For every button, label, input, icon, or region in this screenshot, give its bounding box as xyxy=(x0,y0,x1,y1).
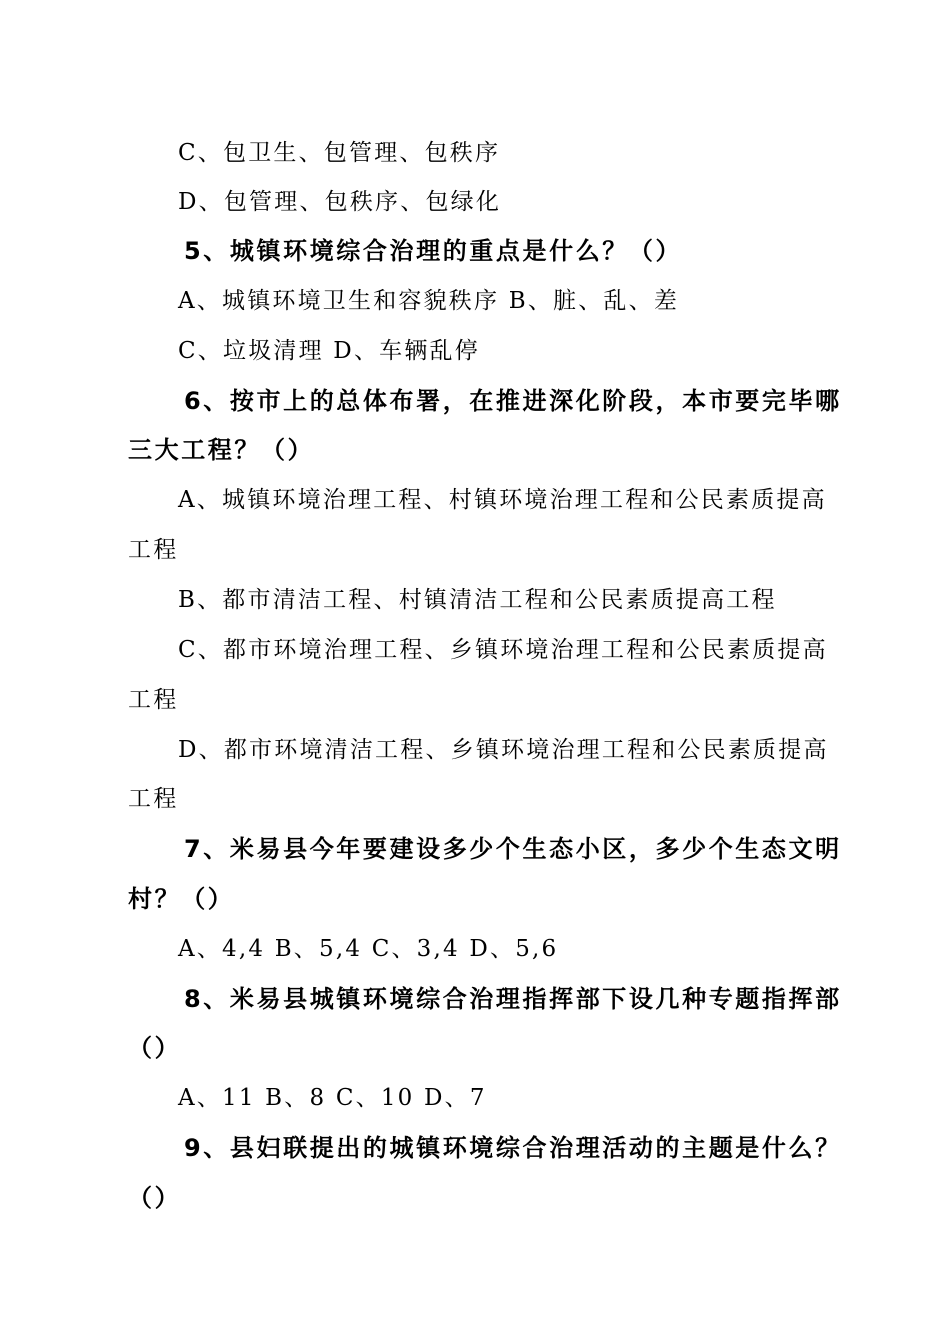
question-7-line-1: 7、米易县今年要建设多少个生态小区，多少个生态文明 xyxy=(184,835,842,863)
question-5: 5、城镇环境综合治理的重点是什么？（） xyxy=(184,237,683,265)
option-d-q6-line-2: 工程 xyxy=(128,786,179,812)
question-7-line-2: 村？（） xyxy=(128,885,235,913)
option-d-q6-line-1: D、都市环境清洁工程、乡镇环境治理工程和公民素质提高 xyxy=(178,737,829,763)
options-q8: A、11 B、8 C、10 D、7 xyxy=(178,1085,487,1111)
question-6-line-2: 三大工程？（） xyxy=(128,436,315,464)
question-6-line-1: 6、按市上的总体布署，在推进深化阶段，本市要完毕哪 xyxy=(184,387,842,415)
option-c-q6-line-1: C、都市环境治理工程、乡镇环境治理工程和公民素质提高 xyxy=(178,637,828,663)
option-a-q6-line-1: A、城镇环境治理工程、村镇环境治理工程和公民素质提高 xyxy=(178,487,827,513)
question-9-line-2: （） xyxy=(128,1184,182,1212)
options-cd-q5: C、垃圾清理 D、车辆乱停 xyxy=(178,338,480,364)
question-8-line-1: 8、米易县城镇环境综合治理指挥部下设几种专题指挥部 xyxy=(184,985,842,1013)
question-8-line-2: （） xyxy=(128,1034,182,1062)
option-a-q6-line-2: 工程 xyxy=(128,537,179,563)
option-d-q4: D、包管理、包秩序、包绿化 xyxy=(178,189,502,215)
option-b-q6: B、都市清洁工程、村镇清洁工程和公民素质提高工程 xyxy=(178,587,777,613)
question-9-line-1: 9、县妇联提出的城镇环境综合治理活动的主题是什么？ xyxy=(184,1134,842,1162)
option-c-q6-line-2: 工程 xyxy=(128,687,179,713)
option-c-q4: C、包卫生、包管理、包秩序 xyxy=(178,140,501,166)
options-ab-q5: A、城镇环境卫生和容貌秩序 B、脏、乱、差 xyxy=(178,288,680,314)
options-q7: A、4,4 B、5,4 C、3,4 D、5,6 xyxy=(178,936,559,962)
